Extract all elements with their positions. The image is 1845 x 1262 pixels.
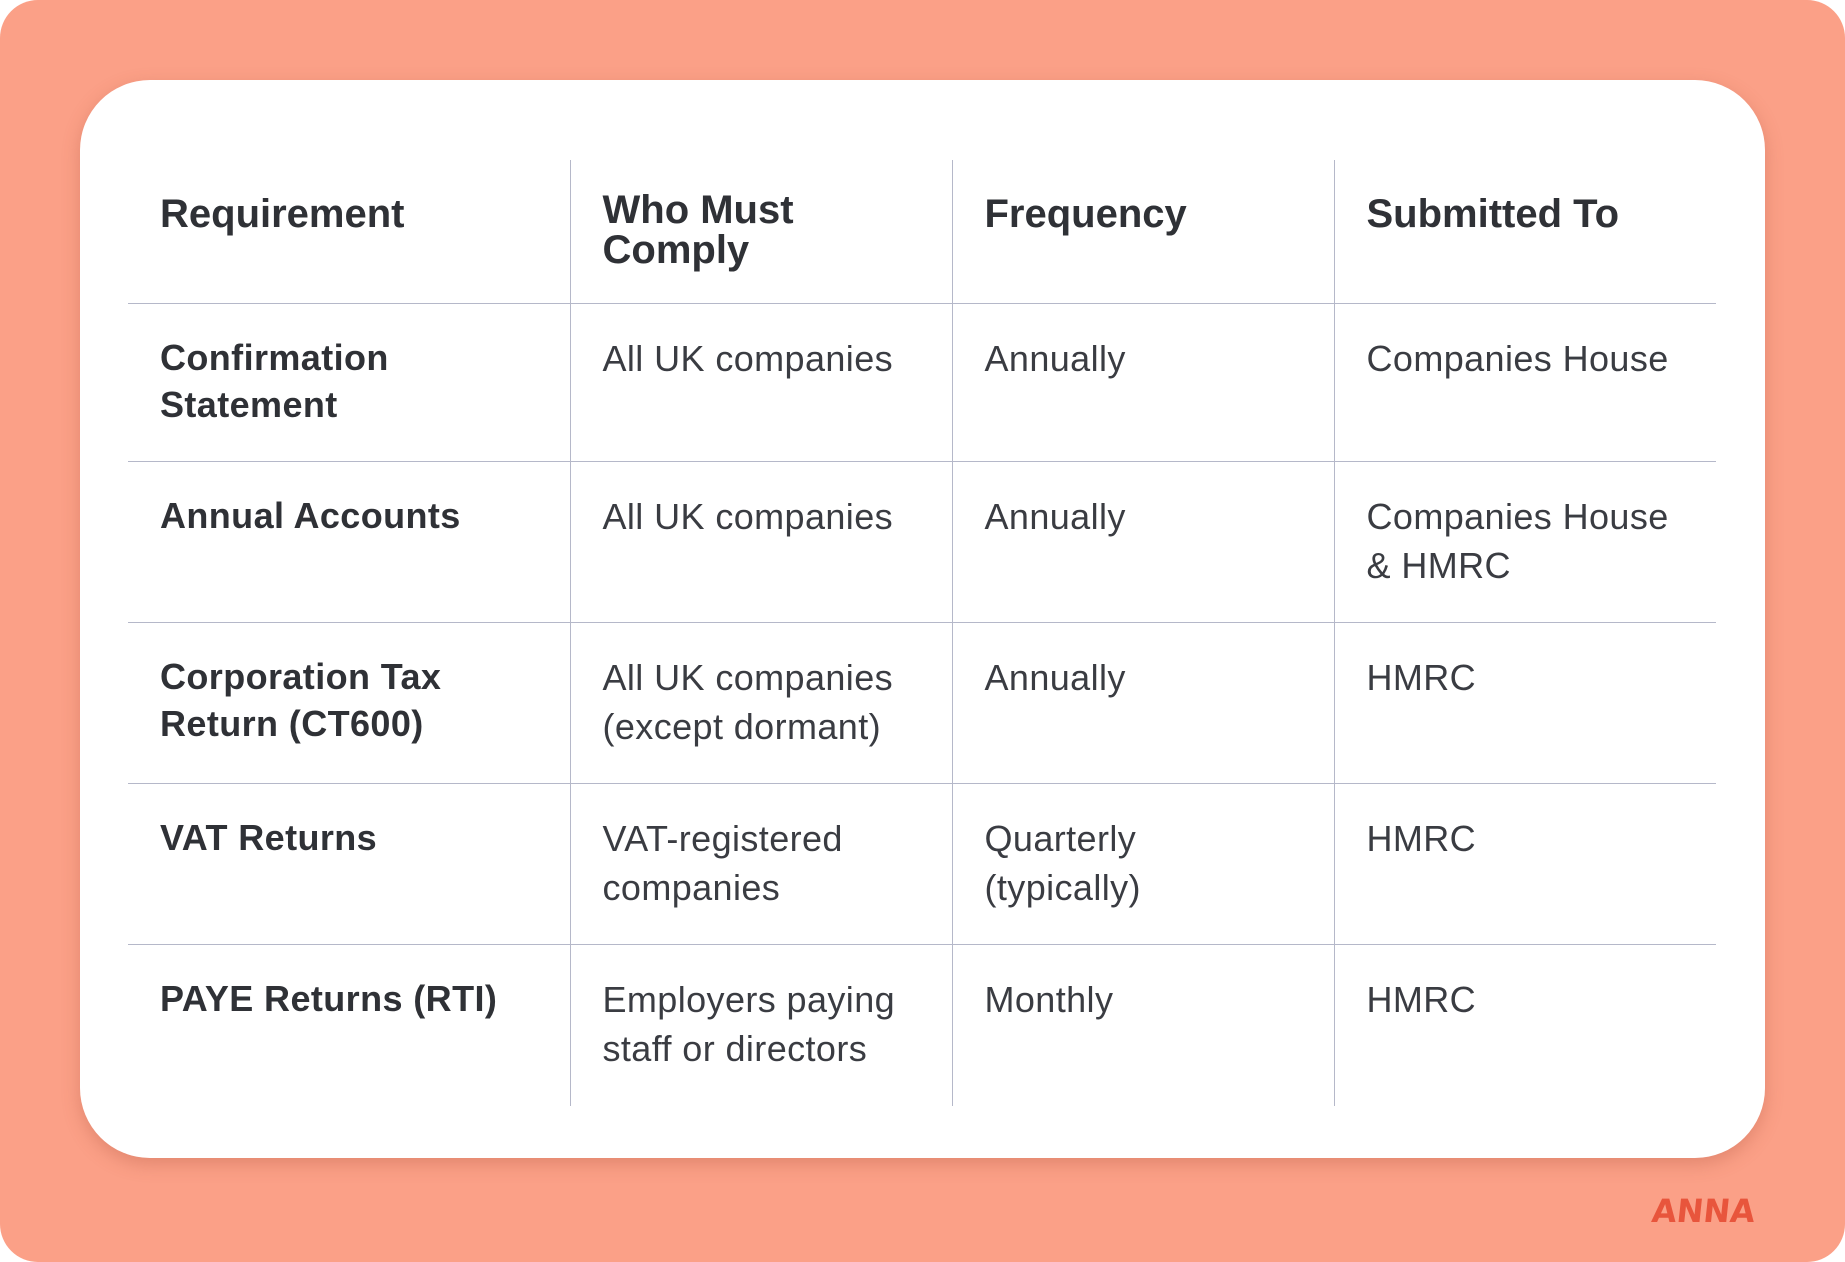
cell-submitted-to: HMRC [1334, 783, 1716, 944]
cell-submitted-to: HMRC [1334, 944, 1716, 1106]
cell-frequency: Annually [952, 461, 1334, 622]
header-submitted-to: Submitted To [1334, 160, 1716, 303]
cell-requirement: Corporation Tax Return (CT600) [128, 622, 570, 783]
anna-logo: ANNA [1650, 1192, 1758, 1230]
table-row [128, 783, 1716, 944]
cell-who: Employers paying staff or directors [570, 944, 952, 1106]
cell-requirement: Confirmation Statement [128, 303, 570, 461]
requirements-table [128, 160, 1716, 1106]
cell-who: All UK companies [570, 461, 952, 622]
cell-submitted-to: HMRC [1334, 622, 1716, 783]
cell-submitted-to: Companies House & HMRC [1334, 461, 1716, 622]
header-requirement: Requirement [128, 160, 570, 303]
cell-requirement: PAYE Returns (RTI) [160, 977, 498, 1019]
cell-frequency: Annually [952, 622, 1334, 783]
table-row [128, 461, 1716, 622]
cell-submitted-to: Companies House [1334, 303, 1716, 461]
cell-who: All UK companies [570, 303, 952, 461]
requirements-card [80, 80, 1765, 1158]
cell-frequency: Annually [952, 303, 1334, 461]
cell-who: All UK companies (except dormant) [570, 622, 952, 783]
header-row [128, 160, 1716, 303]
table-row [128, 622, 1716, 783]
table-row [128, 303, 1716, 461]
cell-requirement: VAT Returns [128, 783, 570, 944]
table-row [128, 944, 1716, 1106]
cell-frequency: Monthly [952, 944, 1334, 1106]
cell-requirement: Annual Accounts [128, 461, 570, 622]
cell-who: VAT-registered companies [570, 783, 952, 944]
cell-frequency: Quarterly (typically) [952, 783, 1334, 944]
header-frequency: Frequency [952, 160, 1334, 303]
header-who-must-comply: Who Must Comply [570, 160, 952, 303]
